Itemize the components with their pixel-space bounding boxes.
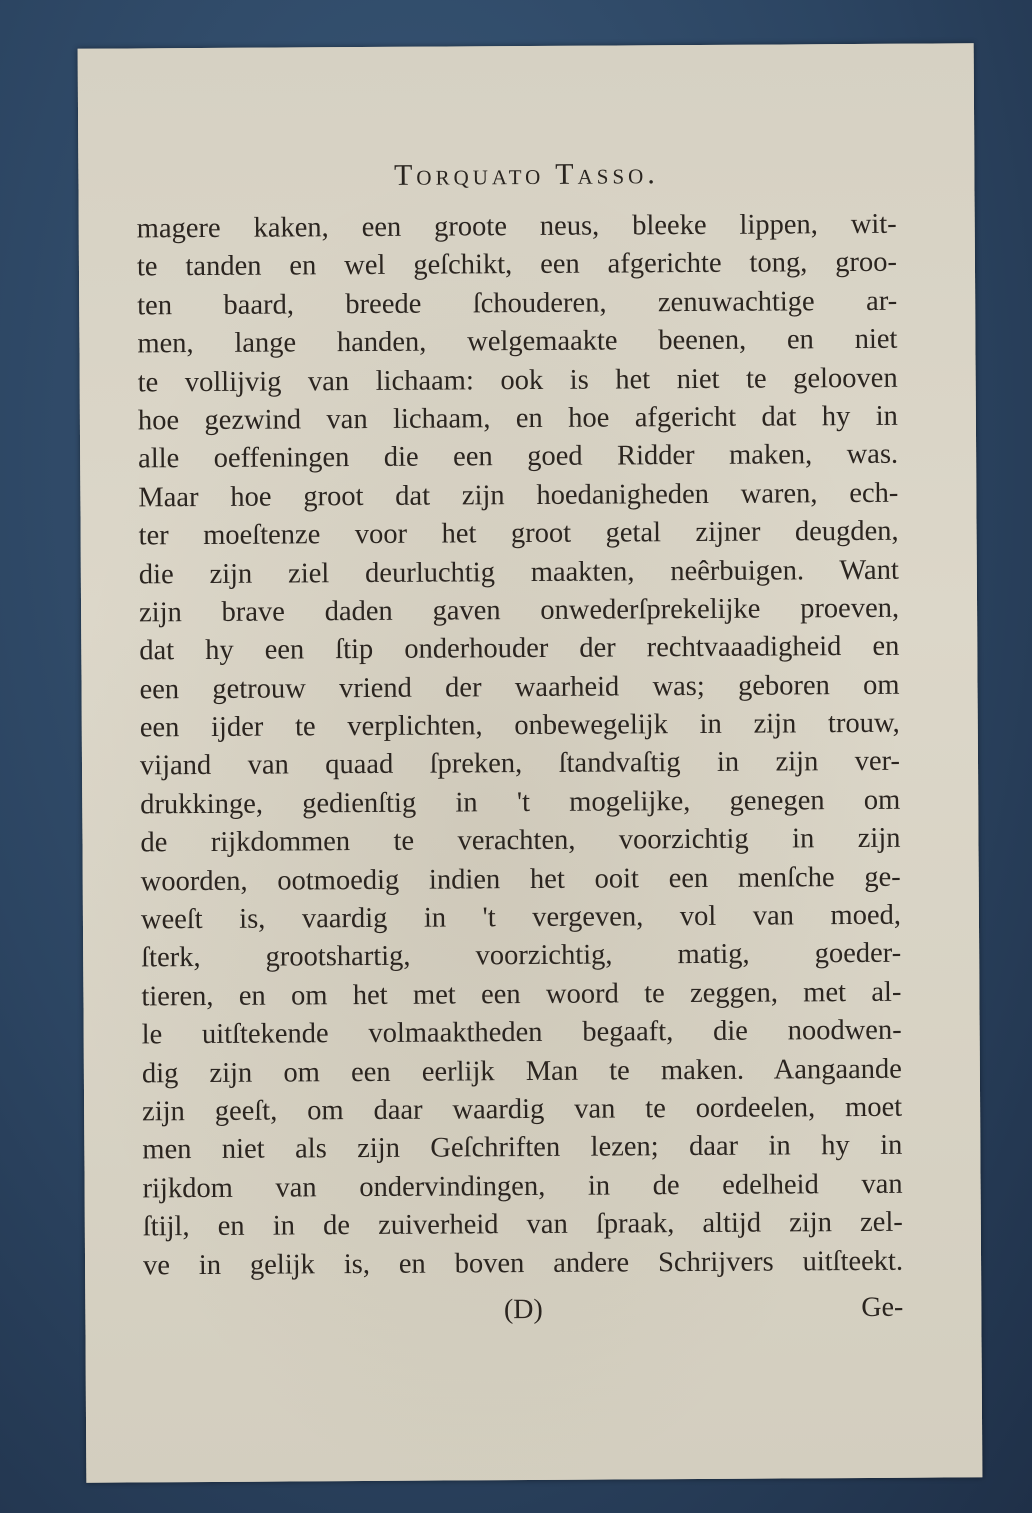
running-head: Torquato Tasso.: [393, 157, 659, 192]
text-line: le uitſtekende volmaaktheden begaaft, die noodwen-: [141, 1014, 902, 1051]
text-line: dat hy een ſtip onderhouder der rechtvaaadigheid en: [139, 631, 900, 667]
text-line: weeſt is, vaardig in 't vergeven, vol van moed,: [140, 899, 902, 936]
text-line: rijkdom van ondervindingen, in de edelheid van: [142, 1168, 903, 1205]
text-line: drukkinge, gedienſtig in 't mogelijke, genegen om: [140, 784, 901, 821]
text-line: dig zijn om een eerlijk Man te maken. Aangaande: [141, 1053, 902, 1089]
text-line: te tanden en wel geſchikt, een afgerichte tong, groo-: [136, 247, 898, 283]
text-line: ſtijl, en in de zuiverheid van ſpraak, altijd zijn zel-: [142, 1206, 903, 1243]
signature-mark: (D): [503, 1293, 543, 1326]
book-page: [78, 43, 983, 1482]
text-line: te vollijvig van lichaam: ook is het niet te gelooven: [137, 362, 898, 398]
text-line: tieren, en om het met een woord te zeggen, met al-: [141, 976, 902, 1013]
text-line: zijn geeſt, om daar waardig van te oordeelen, moet: [142, 1091, 903, 1128]
text-line: ter moeſtenze voor het groot getal zijner deugden,: [138, 515, 899, 552]
text-line: een ijder te verplichten, onbewegelijk in zijn trouw,: [139, 707, 900, 744]
text-line: vijand van quaad ſpreken, ſtandvaſtig in zijn ver-: [139, 746, 901, 782]
page-footer: [143, 1292, 903, 1337]
text-line: zijn brave daden gaven onwederſprekelijke proeven,: [138, 592, 900, 629]
text-line: ten baard, breede ſchouderen, zenuwachtige ar-: [137, 285, 898, 322]
text-line: alle oeffeningen die een goed Ridder maken, was.: [138, 439, 899, 475]
text-line: Maar hoe groot dat zijn hoedanigheden waren, ech-: [138, 477, 899, 514]
text-line: men, lange handen, welgemaakte beenen, en niet: [137, 323, 898, 360]
text-line: ſterk, grootshartig, voorzichtig, matig, goeder-: [141, 938, 902, 974]
text-line: men niet als zijn Geſchriften lezen; daar in hy in: [142, 1130, 903, 1166]
text-line: die zijn ziel deurluchtig maakten, neêrbuigen. Want: [138, 554, 899, 590]
text-line: magere kaken, een groote neus, bleeke lippen, wit-: [136, 208, 897, 245]
body-text: [137, 206, 904, 1286]
text-line: woorden, ootmoedig indien het ooit een menſche ge-: [140, 861, 901, 898]
text-line: hoe gezwind van lichaam, en hoe afgericht dat hy in: [137, 400, 898, 437]
text-line: de rijkdommen te verachten, voorzichtig in zijn: [140, 822, 901, 859]
text-line: ve in gelijk is, en boven andere Schrijvers uitſteekt.: [142, 1245, 904, 1281]
text-line: een getrouw vriend der waarheid was; geboren om: [139, 669, 900, 706]
catchword: Ge-: [861, 1291, 904, 1323]
